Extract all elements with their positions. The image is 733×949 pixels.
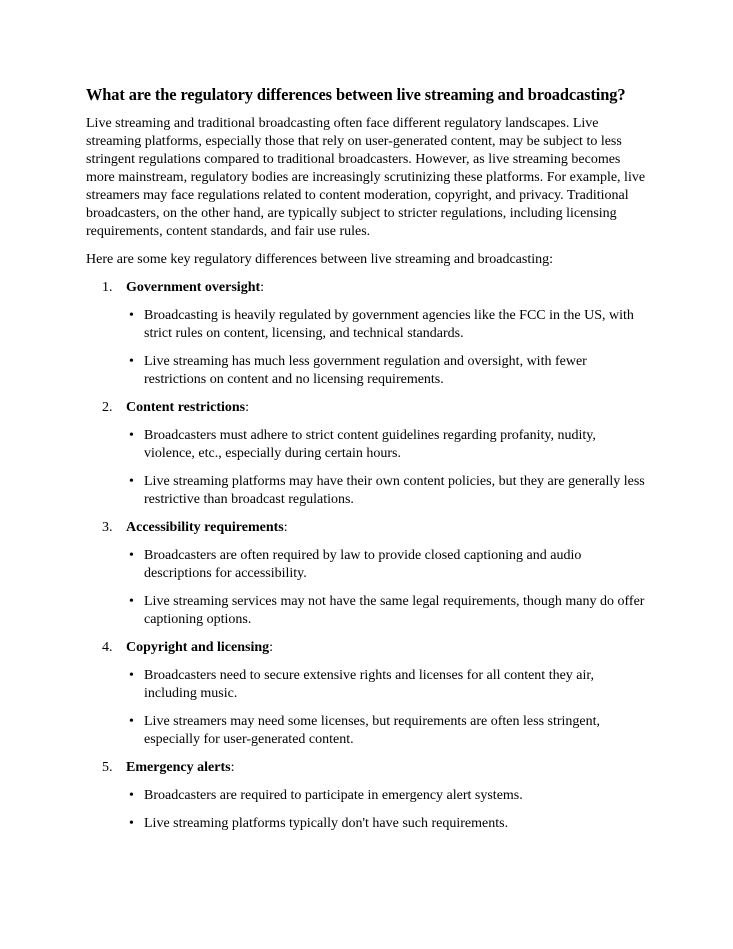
page-title: What are the regulatory differences between live streaming and broadcasting?: [86, 85, 626, 104]
bullet-text: Broadcasting is heavily regulated by government agencies like the FCC in the US, with strict rules on content, licensing, and technical standards.: [144, 308, 634, 341]
bullet-item: [129, 353, 646, 389]
bullet-paragraph: [129, 427, 646, 463]
bullet-icon: •: [129, 548, 134, 563]
bullet-icon: •: [129, 474, 134, 489]
bullet-list: [126, 787, 646, 833]
list-item-label: Content restrictions: [126, 400, 246, 415]
bullet-paragraph: [129, 713, 646, 749]
bullet-paragraph: [129, 815, 646, 833]
list-item-colon: :: [230, 760, 235, 775]
bullet-text: Live streaming has much less government regulation and oversight, with fewer restrictions on content and no licensing requirements.: [144, 354, 587, 387]
bullet-icon: •: [129, 308, 134, 323]
list-number: 1.: [102, 280, 113, 295]
bullet-text: Live streaming platforms typically don't have such requirements.: [144, 816, 509, 831]
bullet-text: Live streaming services may not have the same legal requirements, though many do offer captioning options.: [144, 594, 645, 627]
list-number: 2.: [102, 400, 113, 415]
list-item-heading: [102, 519, 646, 537]
bullet-paragraph: [129, 787, 646, 805]
list-item-heading: [102, 639, 646, 657]
bullet-icon: •: [129, 668, 134, 683]
regulatory-differences-list: [86, 279, 646, 833]
bullet-icon: •: [129, 816, 134, 831]
bullet-paragraph: [129, 473, 646, 509]
bullet-icon: •: [129, 714, 134, 729]
list-item-heading: [102, 279, 646, 297]
bullet-icon: •: [129, 354, 134, 369]
bullet-paragraph: [129, 593, 646, 629]
bullet-item: [129, 427, 646, 463]
bullet-text: Broadcasters are often required by law to provide closed captioning and audio descriptions for accessibility.: [144, 548, 582, 581]
list-number: 4.: [102, 640, 113, 655]
bullet-list: [126, 427, 646, 509]
bullet-list: [126, 547, 646, 629]
bullet-icon: •: [129, 788, 134, 803]
list-item-colon: :: [283, 520, 288, 535]
bullet-text: Broadcasters need to secure extensive rights and licenses for all content they air, including music.: [144, 668, 594, 701]
bullet-paragraph: [129, 547, 646, 583]
bullet-list: [126, 307, 646, 389]
list-item-colon: :: [260, 280, 265, 295]
list-item-heading: [102, 399, 646, 417]
list-number: 3.: [102, 520, 113, 535]
bullet-item: [129, 547, 646, 583]
bullet-text: Broadcasters are required to participate in emergency alert systems.: [144, 788, 523, 803]
bullet-list: [126, 667, 646, 749]
bullet-item: [129, 667, 646, 703]
bullet-icon: •: [129, 594, 134, 609]
bullet-item: [129, 713, 646, 749]
bullet-item: [129, 307, 646, 343]
bullet-text: Live streaming platforms may have their own content policies, but they are generally less restrictive than broadcast regulations.: [144, 474, 645, 507]
list-item-heading: [102, 759, 646, 777]
bullet-item: [129, 593, 646, 629]
bullet-item: [129, 815, 646, 833]
intro-paragraph: Live streaming and traditional broadcasting often face different regulatory landscapes. Live streaming platforms, especially those that rely on user-generated content, may be subject to less stringent regulations compared to traditional broadcasters. However, as live streaming becomes more mainstream, regulatory bodies are increasingly scrutinizing these platforms. For example, live streamers may face regulations related to content moderation, copyright, and privacy. Traditional broadcasters, on the other hand, are typically subject to stricter regulations, including licensing requirements, content standards, and fair use rules.: [86, 116, 646, 239]
bullet-text: Broadcasters must adhere to strict content guidelines regarding profanity, nudity, violence, etc., especially during certain hours.: [144, 428, 596, 461]
list-item-accessibility-requirements: [102, 519, 646, 629]
bullet-paragraph: [129, 307, 646, 343]
list-item-colon: :: [269, 640, 274, 655]
bullet-icon: •: [129, 428, 134, 443]
list-item-label: Accessibility requirements: [126, 520, 284, 535]
list-item-label: Government oversight: [126, 280, 261, 295]
list-number: 5.: [102, 760, 113, 775]
list-item-content-restrictions: [102, 399, 646, 509]
list-item-copyright-and-licensing: [102, 639, 646, 749]
bullet-paragraph: [129, 353, 646, 389]
list-lead-paragraph: Here are some key regulatory differences between live streaming and broadcasting:: [86, 252, 553, 267]
list-item-label: Copyright and licensing: [126, 640, 270, 655]
bullet-item: [129, 473, 646, 509]
bullet-text: Live streamers may need some licenses, but requirements are often less stringent, especially for user-generated content.: [144, 714, 601, 747]
bullet-paragraph: [129, 667, 646, 703]
list-item-label: Emergency alerts: [126, 760, 231, 775]
bullet-item: [129, 787, 646, 805]
list-item-emergency-alerts: [102, 759, 646, 833]
list-item-government-oversight: [102, 279, 646, 389]
list-item-colon: :: [245, 400, 249, 415]
